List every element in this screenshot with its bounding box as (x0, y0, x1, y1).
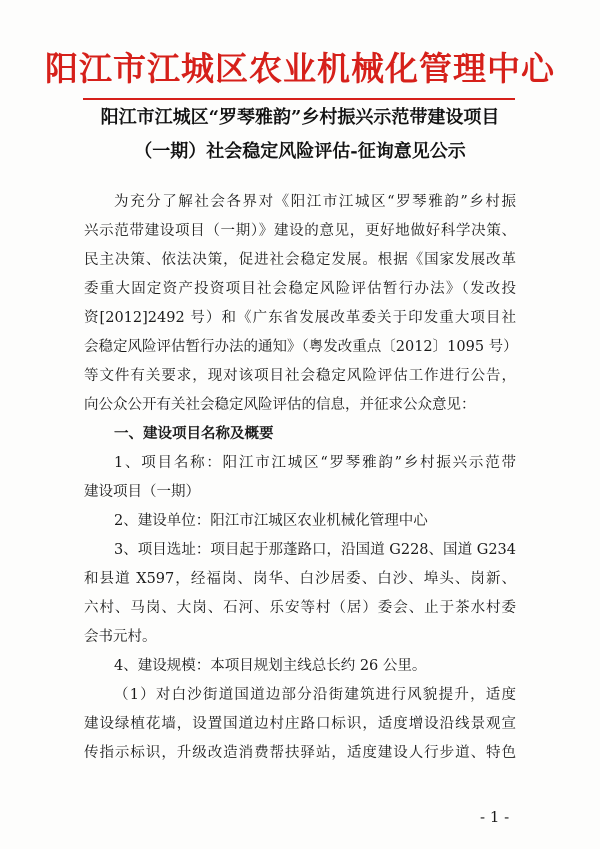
page-number: - 1 - (480, 808, 510, 826)
scale-detail-line: （1）对白沙街道国道边部分沿街建筑进行风貌提升，适度 (114, 687, 516, 703)
header-divider (83, 98, 515, 100)
body-paragraph-line: 向公众公开有关社会稳定风险评估的信息，并征求公众意见： (84, 397, 476, 413)
body-paragraph-line: 委重大固定资产投资项目社会稳定风险评估暂行办法》（发改投 (84, 281, 516, 297)
section-heading: 一、建设项目名称及概要 (114, 425, 274, 442)
project-name-line: 建设项目（一期） (84, 484, 200, 500)
construction-scale-line: 4、建设规模：本项目规划主线总长约 26 公里。 (114, 658, 427, 674)
body-paragraph-line: 会稳定风险评估暂行办法的通知》（粤发改重点〔2012〕1095 号） (84, 339, 518, 355)
project-site-line: 六村、马岗、大岗、石河、乐安等村（居）委会、止于茶水村委 (84, 600, 516, 616)
scale-detail-line: 建设绿植花墙，设置国道边村庄路口标识，适度增设沿线景观宣 (84, 716, 516, 732)
document-title-line-1: 阳江市江城区“罗琴雅韵”乡村振兴示范带建设项目 (100, 107, 500, 128)
document-title-line-2: （一期）社会稳定风险评估-征询意见公示 (134, 141, 466, 162)
organization-header: 阳江市江城区农业机械化管理中心 (45, 49, 555, 88)
body-paragraph-line: 民主决策、依法决策，促进社会稳定发展。根据《国家发展改革 (84, 252, 516, 268)
construction-unit-line: 2、建设单位：阳江市江城区农业机械化管理中心 (114, 513, 428, 529)
body-paragraph-line: 资[2012]2492 号）和《广东省发展改革委关于印发重大项目社 (84, 310, 516, 326)
body-paragraph-line: 兴示范带建设项目（一期）》建设的意见，更好地做好科学决策、 (84, 223, 516, 239)
body-paragraph-line: 为充分了解社会各界对《阳江市江城区“罗琴雅韵”乡村振 (114, 194, 516, 210)
project-site-line: 3、项目选址：项目起于那蓬路口，沿国道 G228、国道 G234 (114, 542, 516, 558)
project-site-line: 会书元村。 (84, 629, 157, 645)
scale-detail-line: 传指示标识，升级改造消费帮扶驿站，适度建设人行步道、特色 (84, 745, 516, 761)
project-name-line: 1、项目名称：阳江市江城区“罗琴雅韵”乡村振兴示范带 (114, 455, 516, 471)
body-paragraph-line: 等文件有关要求，现对该项目社会稳定风险评估工作进行公告， (84, 368, 516, 384)
project-site-line: 和县道 X597，经福岗、岗华、白沙居委、白沙、埠头、岗新、 (84, 571, 516, 587)
